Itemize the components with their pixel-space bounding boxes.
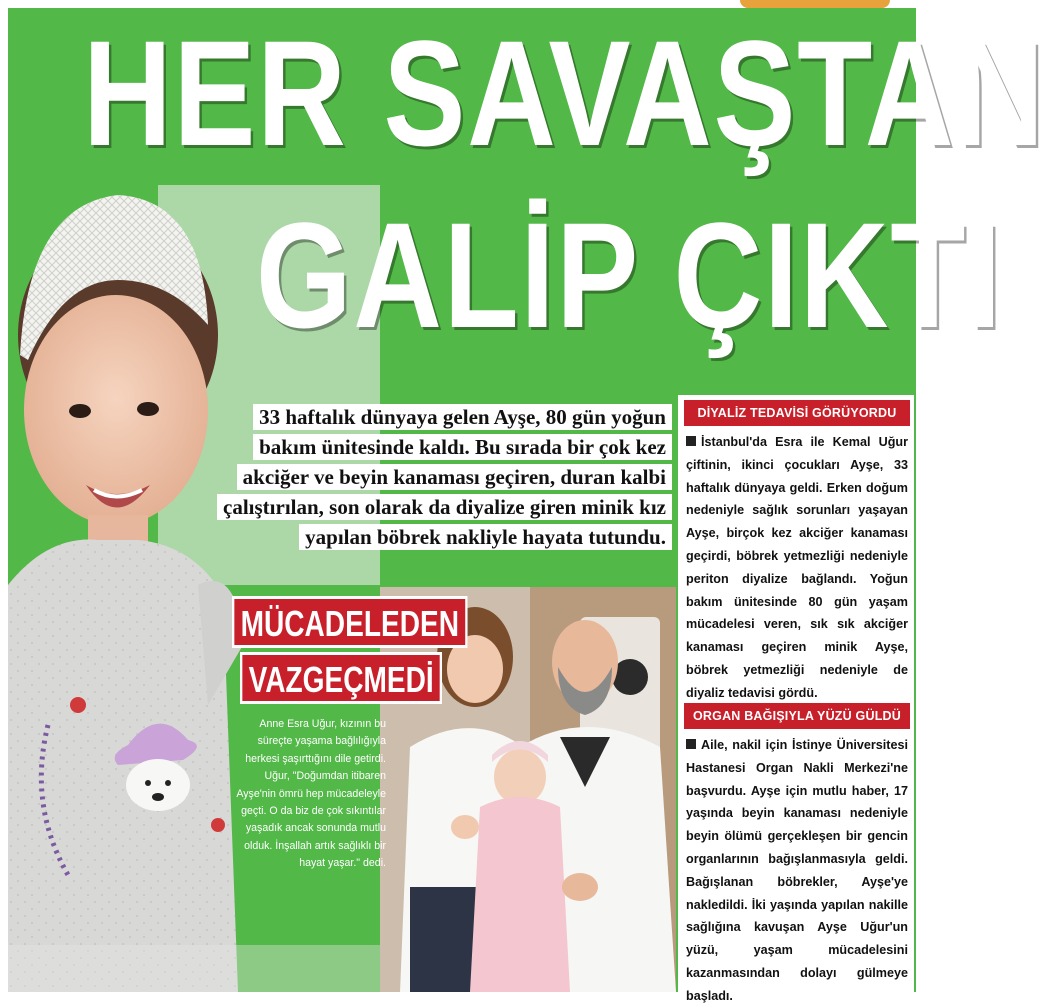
callout-title-line-2: VAZGEÇMEDİ (240, 652, 442, 704)
headline-line-1: HER SAVAŞTAN (82, 9, 1046, 177)
lead-text: 33 haftalık dünyaya gelen Ayşe, 80 gün yoğun bakım ünitesinde kaldı. Bu sırada bir çok kez akciğer ve beyin kanaması geçiren, duran kalbi çalıştırılan, son olarak da diyalize giren minik kız yapılan böbrek nakliyle hayata tutundu. (217, 404, 672, 550)
bullet-square-icon (686, 739, 696, 749)
bullet-square-icon (686, 436, 696, 446)
section-heading-dialysis: DİYALİZ TEDAVİSİ GÖRÜYORDU (684, 400, 910, 426)
section-text-organ-donation (686, 734, 908, 1008)
lead-paragraph (210, 402, 672, 552)
top-decoration (740, 0, 890, 8)
section-text-dialysis (686, 431, 908, 705)
callout-box (226, 590, 459, 722)
section-text-dialysis-body: İstanbul'da Esra ile Kemal Uğur çiftinin, ikinci çocukları Ayşe, 33 haftalık dünyaya geldi. Erken doğum nedeniyle sağlık sorunları yaşayan Ayşe, birçok kez akciğer kanaması geçirdi, böbrek yetmezliği nedeniyle periton diyalize bağlandı. Yoğun bakım ünitesinde 80 gün yaşam mücadelesi veren, sık sık akciğer kanaması geçiren minik Ayşe, böbrek yetmezliği nedeniyle de diyaliz tedavisi gördü. (686, 435, 908, 700)
section-text-organ-donation-body: Aile, nakil için İstinye Üniversitesi Hastanesi Organ Nakli Merkezi'ne başvurdu. Ayşe için mutlu haber, 17 yaşında beyin kanaması nedeniyle beyin ölümü gerçekleşen bir gencin organlarının bağışlanmasıyla geldi. Bağışlanan böbrekler, Ayşe'ye nakledildi. İki yaşında yapılan nakille sağlığına kavuşan Ayşe Uğur'un yüzü, yaşam mücadelesini kazanmasından dolayı gülmeye başladı. (686, 738, 908, 1003)
headline-line-2: GALİP ÇIKTI (255, 191, 1003, 359)
sidebar-column (678, 395, 914, 1003)
callout-quote-text: Anne Esra Uğur, kızının bu süreçte yaşama bağlılığıyla herkesi şaşırttığını dile getirdi. Uğur, "Doğumdan itibaren Ayşe'nin ömrü hep mücadeleyle geçti. O da biz de çok sıkıntılar yaşadık ancak sonunda mutlu olduk. İnşallah artık sağlıklı bir hayat yaşar." dedi. (236, 718, 386, 870)
callout-title-line-1: MÜCADELEDEN (232, 596, 468, 648)
section-heading-organ-donation: ORGAN BAĞIŞIYLA YÜZÜ GÜLDÜ (684, 703, 910, 729)
callout-quote (226, 716, 386, 873)
